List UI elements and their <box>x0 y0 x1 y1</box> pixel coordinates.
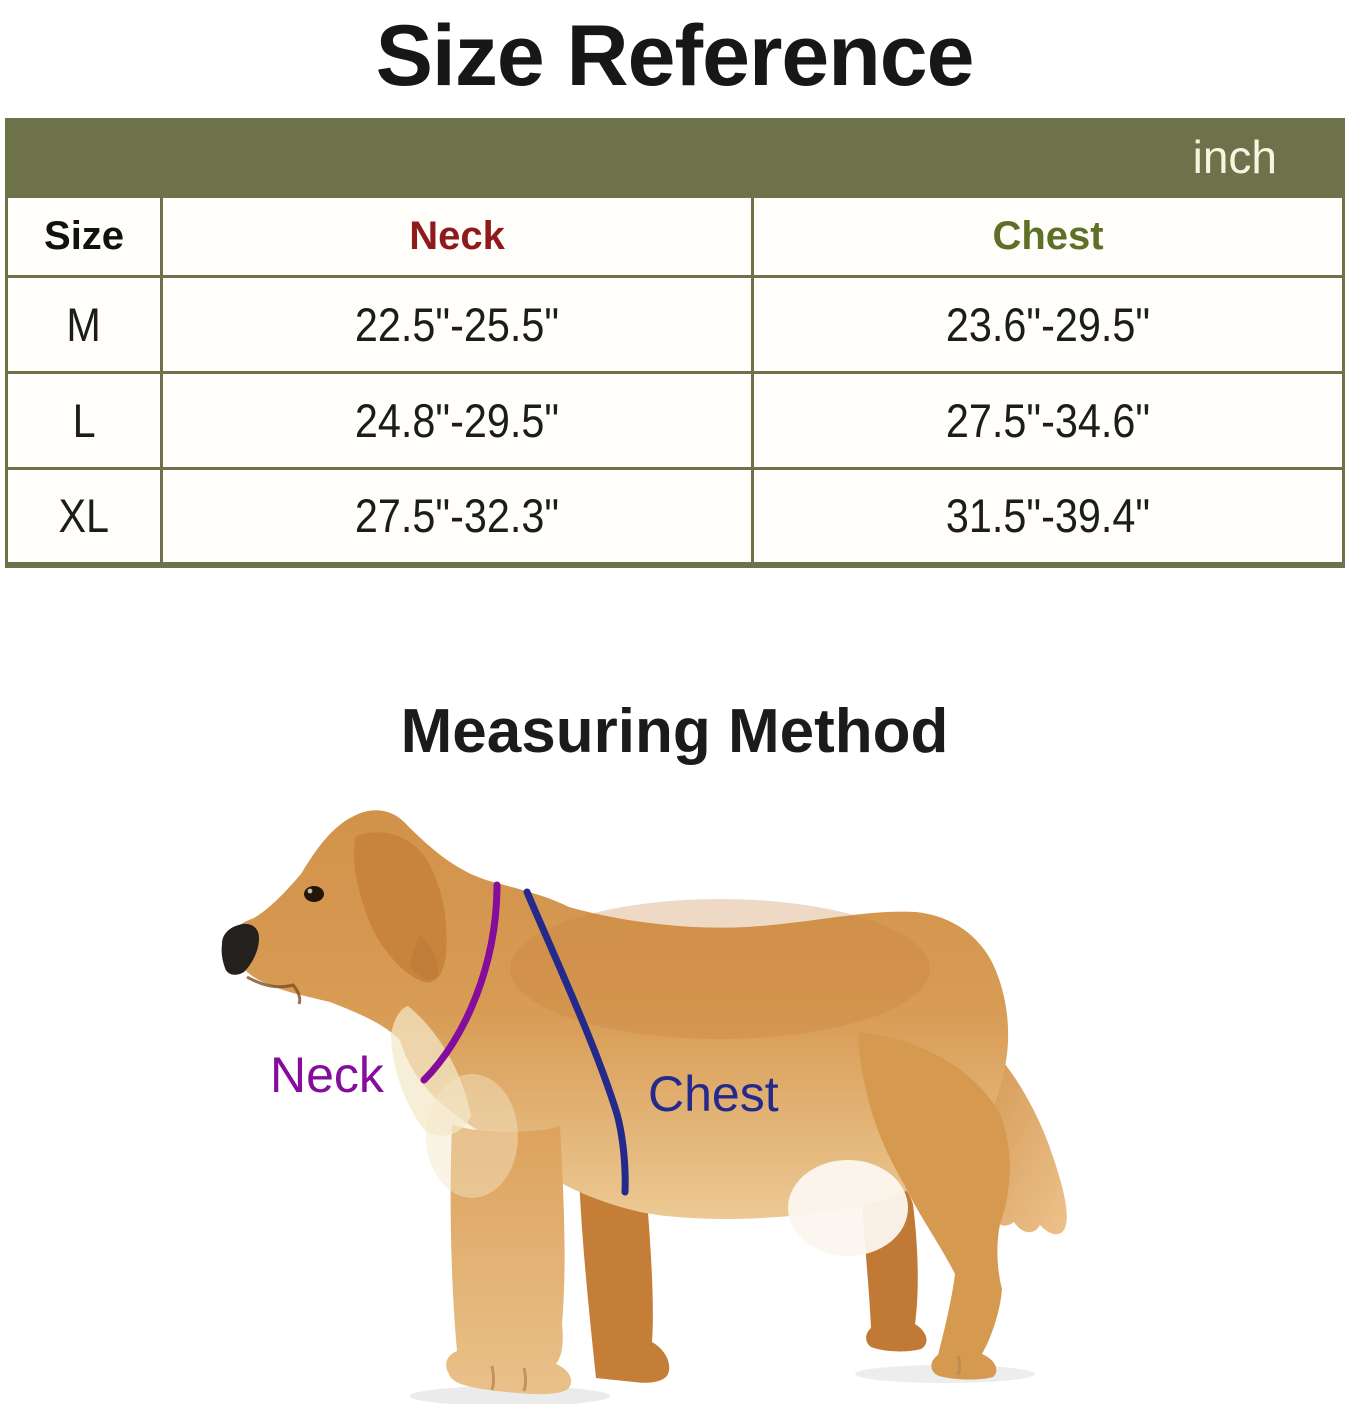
chest-value: 27.5"-34.6" <box>753 373 1344 469</box>
rear-paw-toes <box>958 1356 960 1375</box>
table-row-m <box>7 277 1344 373</box>
dog-eye-highlight <box>308 889 313 894</box>
dog-illustration <box>0 784 1349 1404</box>
measuring-method-title: Measuring Method <box>400 696 949 766</box>
table-row-xl <box>7 469 1344 565</box>
table-row-l <box>7 373 1344 469</box>
col-header-chest: Chest <box>753 197 1344 277</box>
size-cell: L <box>7 373 162 469</box>
size-table <box>5 195 1345 568</box>
dog-belly-patch <box>788 1160 908 1256</box>
col-header-neck: Neck <box>162 197 753 277</box>
size-cell: M <box>7 277 162 373</box>
neck-label: Neck <box>270 1047 384 1103</box>
neck-value: 27.5"-32.3" <box>162 469 753 565</box>
size-cell: XL <box>7 469 162 565</box>
table-header-row <box>7 197 1344 277</box>
chest-label: Chest <box>648 1066 779 1122</box>
dog-measuring-diagram <box>0 784 1349 1404</box>
unit-bar <box>5 118 1345 195</box>
chest-value: 31.5"-39.4" <box>753 469 1344 565</box>
dog-chest-highlight <box>426 1074 518 1198</box>
neck-value: 22.5"-25.5" <box>162 277 753 373</box>
chest-value: 23.6"-29.5" <box>753 277 1344 373</box>
neck-value: 24.8"-29.5" <box>162 373 753 469</box>
col-header-size: Size <box>7 197 162 277</box>
unit-label: inch <box>1192 130 1277 183</box>
page-title: Size Reference <box>375 7 974 104</box>
size-table-section <box>5 118 1345 568</box>
dog-eye <box>304 886 324 902</box>
dog-back-shading <box>510 899 930 1039</box>
